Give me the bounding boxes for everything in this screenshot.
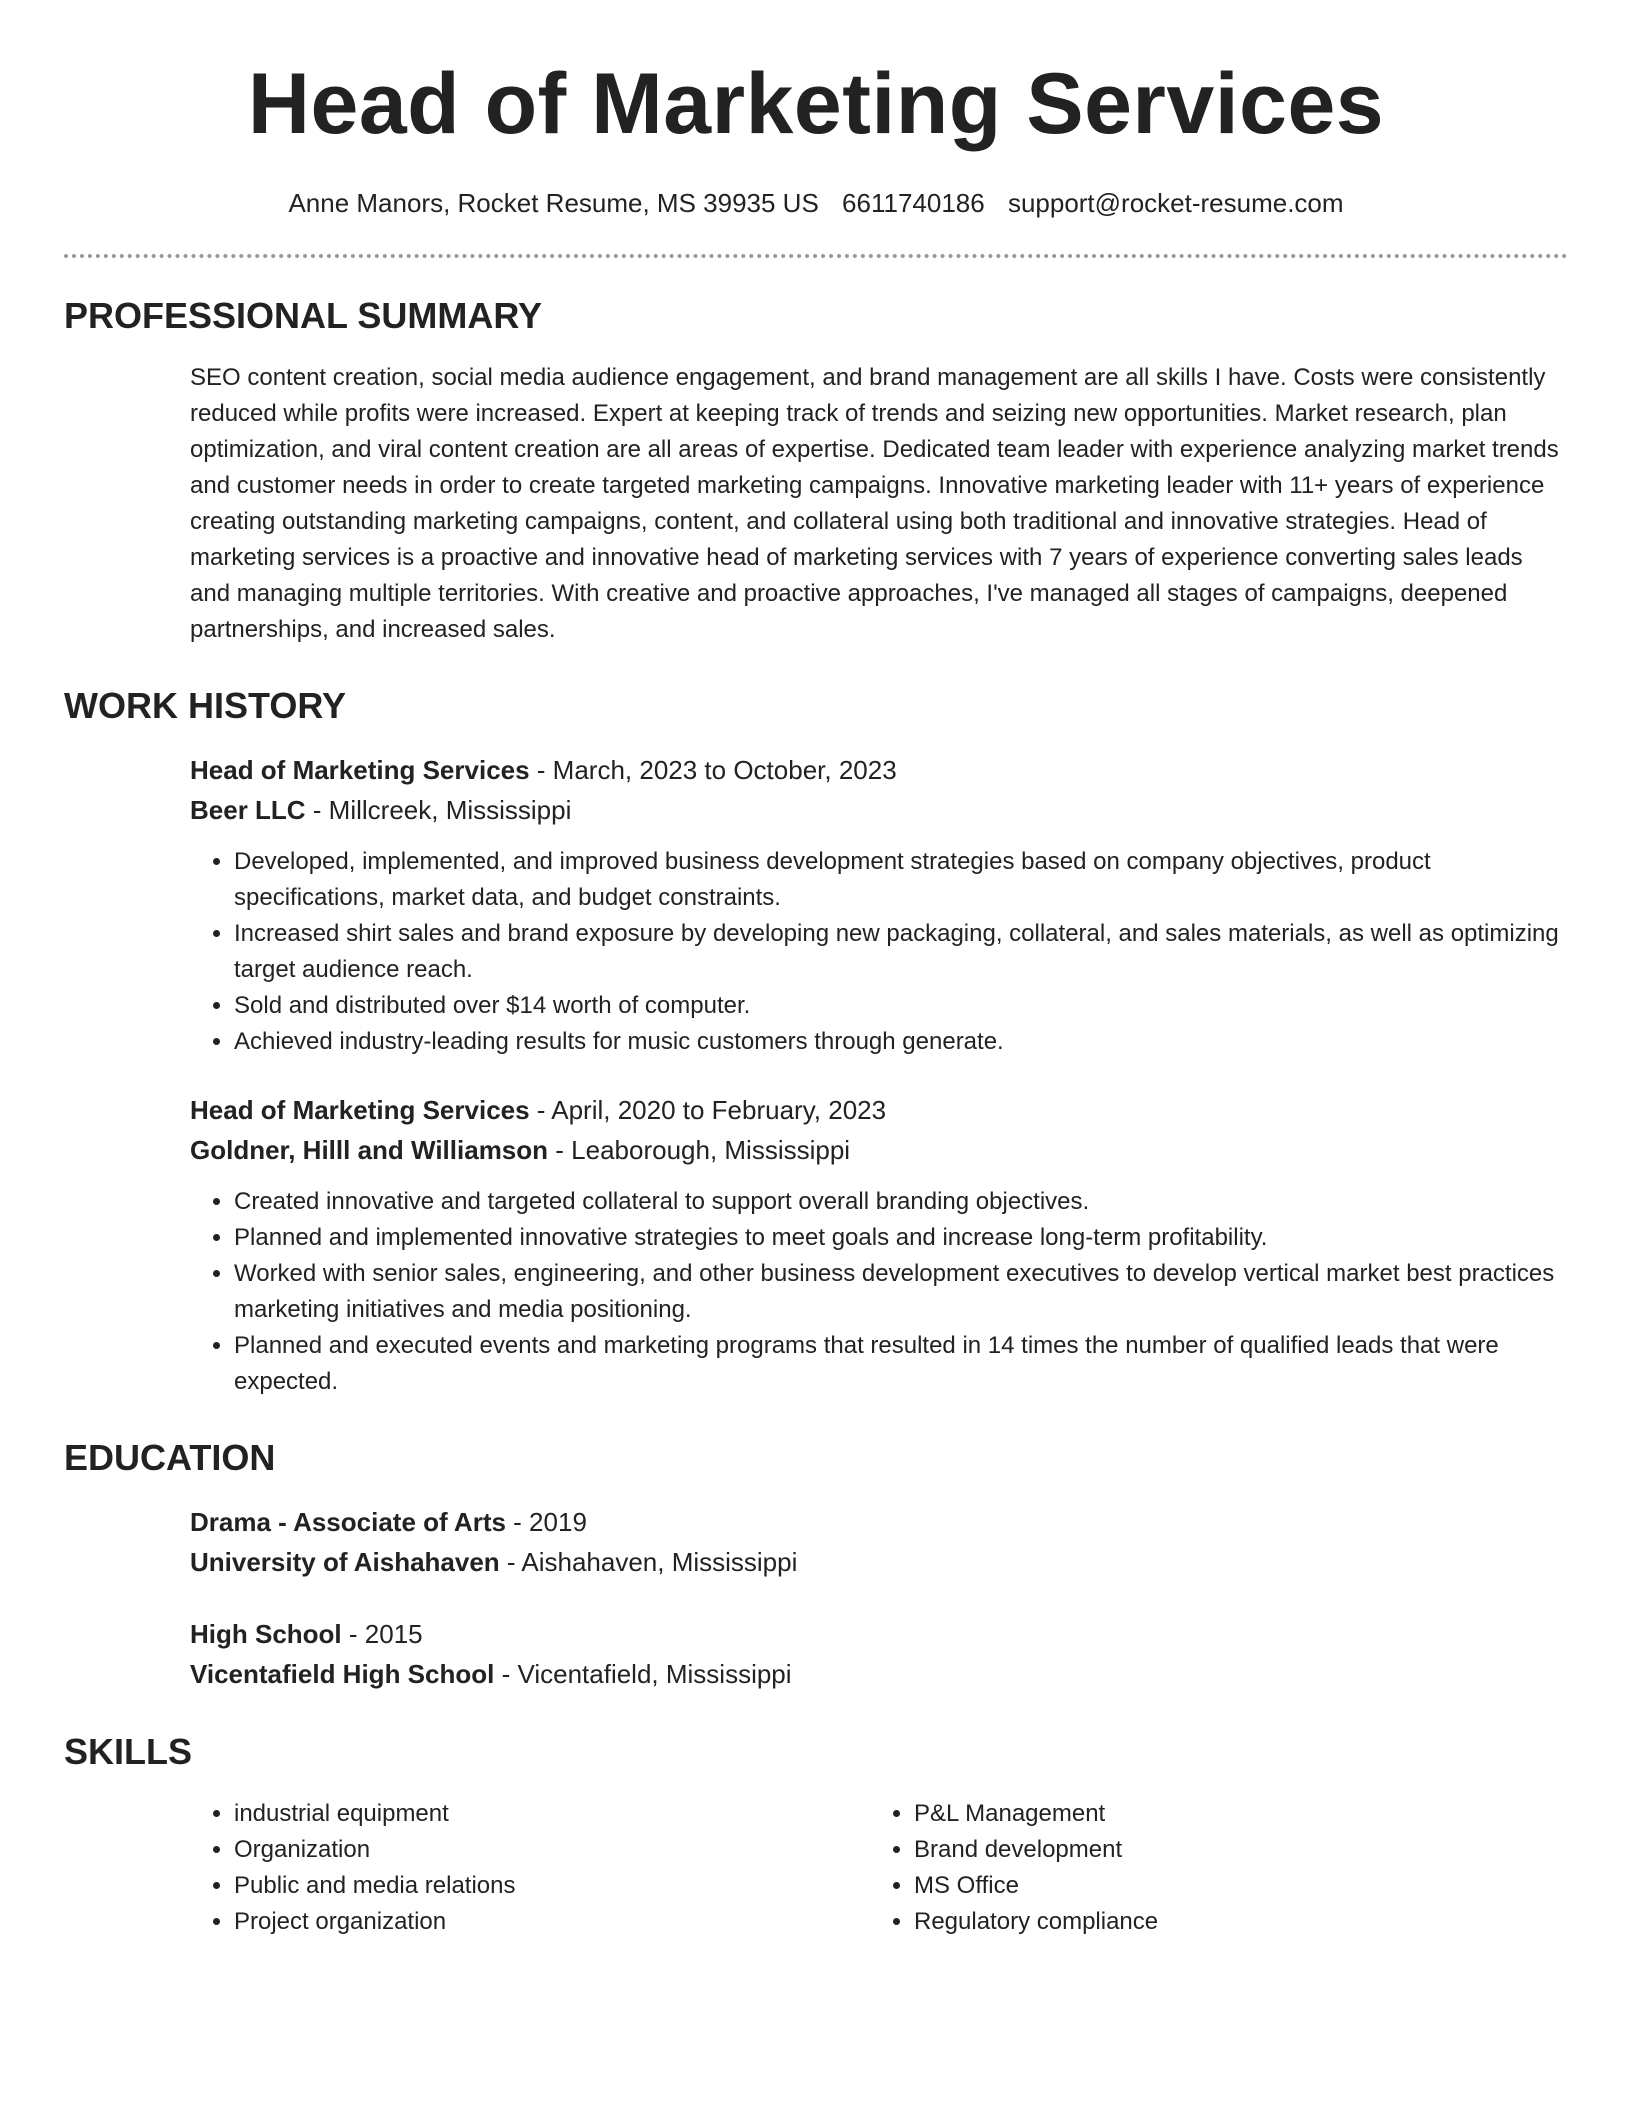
header-divider: [64, 254, 1568, 258]
education-school-line: [190, 1542, 1568, 1582]
job-role: Head of Marketing Services: [190, 755, 530, 785]
skills-heading: SKILLS: [64, 1731, 193, 1772]
education-entry: [190, 1614, 1568, 1694]
skill-item: • P&L Management: [914, 1796, 1550, 1832]
job-bullet: • Worked with senior sales, engineering, and other business development executives to develop vertical market best practices marketing initiatives and media positioning.: [234, 1256, 1568, 1328]
job-bullet: • Planned and implemented innovative strategies to meet goals and increase long-term profitability.: [234, 1220, 1568, 1256]
job-bullet: • Created innovative and targeted collateral to support overall branding objectives.: [234, 1184, 1568, 1220]
education-degree-line: [190, 1614, 1568, 1654]
job-dates: - April, 2020 to February, 2023: [529, 1095, 887, 1125]
education-location: - Vicentafield, Mississippi: [494, 1659, 792, 1689]
job-company-line: [190, 1130, 1568, 1170]
job-bullet: • Increased shirt sales and brand exposure by developing new packaging, collateral, and sales materials, as well as optimizing target audience reach.: [234, 916, 1568, 988]
education-year: - 2015: [341, 1619, 423, 1649]
contact-line: [64, 186, 1568, 220]
job-role-line: [190, 1090, 1568, 1130]
education-degree: High School: [190, 1619, 342, 1649]
skills-grid: [190, 1796, 1568, 1940]
job-entry: [190, 1090, 1568, 1400]
summary-text: SEO content creation, social media audience engagement, and brand management are all skills I have. Costs were consistently reduced while profits were increased. Expert at keeping track of trends and seizing new opportunities. Market research, plan optimization, and viral content creation are all areas of expertise. Dedicated team leader with experience analyzing market trends and customer needs in order to create targeted marketing campaigns. Innovative marketing leader with 11+ years of experience creating outstanding marketing campaigns, content, and collateral using both traditional and innovative strategies. Head of marketing services is a proactive and innovative head of marketing services with 7 years of experience converting sales leads and managing multiple territories. With creative and proactive approaches, I've managed all stages of campaigns, deepened partnerships, and increased sales.: [190, 364, 1559, 643]
education-entry: [190, 1502, 1568, 1582]
skills-section: [64, 1730, 1568, 1940]
job-bullet: • Achieved industry-leading results for music customers through generate.: [234, 1024, 1568, 1060]
education-school: Vicentafield High School: [190, 1659, 495, 1689]
job-company-line: [190, 790, 1568, 830]
skill-item: • Regulatory compliance: [914, 1904, 1550, 1940]
education-location: - Aishahaven, Mississippi: [499, 1547, 798, 1577]
work-history-heading: WORK HISTORY: [64, 685, 347, 726]
education-school: University of Aishahaven: [190, 1547, 500, 1577]
job-company: Beer LLC: [190, 795, 306, 825]
skill-item: • Public and media relations: [234, 1868, 870, 1904]
skill-item: • Project organization: [234, 1904, 870, 1940]
summary-section: [64, 294, 1568, 648]
skill-item: • industrial equipment: [234, 1796, 870, 1832]
education-section: [64, 1436, 1568, 1694]
education-degree: Drama - Associate of Arts: [190, 1507, 506, 1537]
skill-item: • Organization: [234, 1832, 870, 1868]
work-history-section: [64, 684, 1568, 1400]
education-heading: EDUCATION: [64, 1437, 276, 1478]
contact-address: Anne Manors, Rocket Resume, MS 39935 US: [288, 188, 819, 218]
job-bullets: [190, 1184, 1568, 1400]
contact-email: support@rocket-resume.com: [1007, 188, 1344, 218]
summary-heading: PROFESSIONAL SUMMARY: [64, 295, 543, 336]
job-bullets: [190, 844, 1568, 1060]
job-role-line: [190, 750, 1568, 790]
skill-item: • MS Office: [914, 1868, 1550, 1904]
resume-title: Head of Marketing Services: [247, 56, 1385, 152]
skills-column-right: [870, 1796, 1550, 1940]
skill-item: • Brand development: [914, 1832, 1550, 1868]
job-bullet: • Developed, implemented, and improved business development strategies based on company objectives, product specifications, market data, and budget constraints.: [234, 844, 1568, 916]
job-location: - Millcreek, Mississippi: [305, 795, 572, 825]
contact-phone: 6611740186: [842, 188, 985, 218]
education-degree-line: [190, 1502, 1568, 1542]
job-company: Goldner, Hilll and Williamson: [190, 1135, 549, 1165]
job-entry: [190, 750, 1568, 1060]
job-dates: - March, 2023 to October, 2023: [529, 755, 897, 785]
education-school-line: [190, 1654, 1568, 1694]
skills-column-left: [190, 1796, 870, 1940]
job-role: Head of Marketing Services: [190, 1095, 530, 1125]
job-location: - Leaborough, Mississippi: [548, 1135, 851, 1165]
job-bullet: • Planned and executed events and marketing programs that resulted in 14 times the number of qualified leads that were expected.: [234, 1328, 1568, 1400]
job-bullet: • Sold and distributed over $14 worth of computer.: [234, 988, 1568, 1024]
resume-header: [64, 0, 1568, 220]
education-year: - 2019: [505, 1507, 587, 1537]
